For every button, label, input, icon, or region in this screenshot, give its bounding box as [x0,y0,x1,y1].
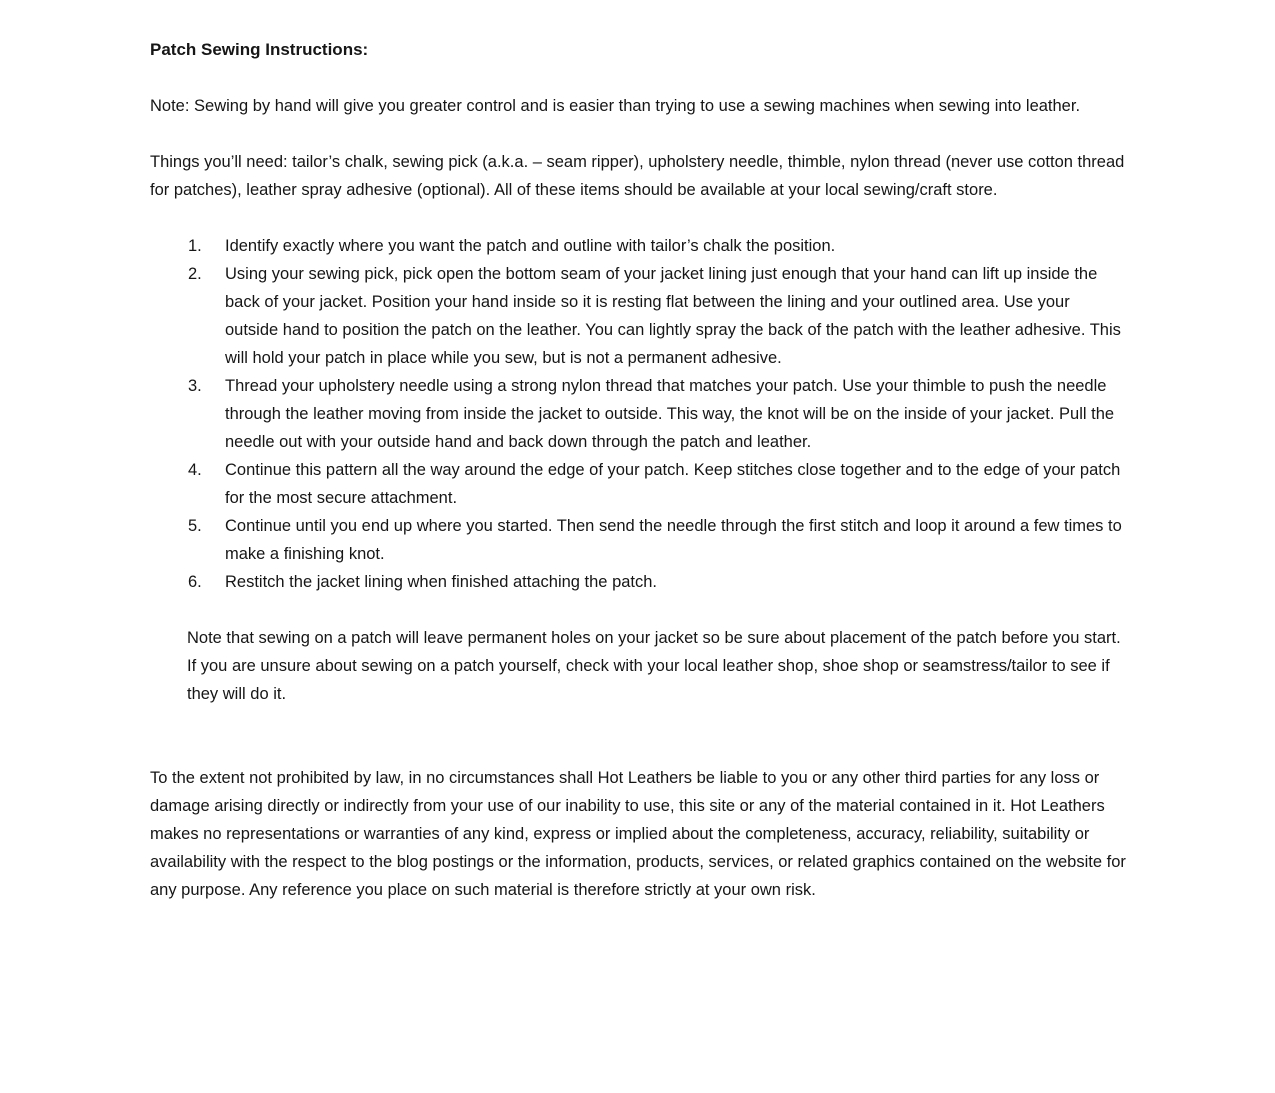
supplies-paragraph: Things you’ll need: tailor’s chalk, sewing pick (a.k.a. – seam ripper), upholstery needle, thimble, nylon thread (never use cotton thread for patches), leather spray adhesive (optional). All of these items should be available at your local sewing/craft store. [150,153,1125,199]
step-text: Thread your upholstery needle using a strong nylon thread that matches your patch. Use your thimble to push the needle through the leather moving from inside the jacket to outside. This way, the knot will be on the inside of your jacket. Pull the needle out with your outside hand and back down through the patch and leather. [225,377,1115,451]
placement-note-1: Note that sewing on a patch will leave permanent holes on your jacket so be sure about placement of the patch before you start. [187,629,1121,647]
instruction-step-1 [150,232,1127,260]
instruction-step-3 [150,372,1127,456]
instruction-step-5 [150,512,1127,568]
document-title: Patch Sewing Instructions: [150,40,369,59]
instruction-step-2 [150,260,1127,372]
step-number: 1. [188,237,202,255]
step-text: Using your sewing pick, pick open the bottom seam of your jacket lining just enough that your hand can lift up inside the back of your jacket. Position your hand inside so it is resting flat between the lining and your outlined area. Use your outside hand to position the patch on the leather. You can lightly spray the back of the patch with the leather adhesive. This will hold your patch in place while you sew, but is not a permanent adhesive. [225,265,1121,367]
instruction-list [150,232,1127,596]
step-text: Continue until you end up where you started. Then send the needle through the first stitch and loop it around a few times to make a finishing knot. [225,517,1122,563]
step-number: 3. [188,377,202,395]
step-number: 6. [188,573,202,591]
step-number: 5. [188,517,202,535]
placement-notes-block [187,624,1127,708]
step-text: Identify exactly where you want the patch and outline with tailor’s chalk the position. [225,237,836,255]
placement-note-2: If you are unsure about sewing on a patch yourself, check with your local leather shop, shoe shop or seamstress/tailor to see if they will do it. [187,657,1110,703]
disclaimer-paragraph: To the extent not prohibited by law, in no circumstances shall Hot Leathers be liable to you or any other third parties for any loss or damage arising directly or indirectly from your use of our inability to use, this site or any of the material contained in it. Hot Leathers makes no representations or warranties of any kind, express or implied about the completeness, accuracy, reliability, suitability or availability with the respect to the blog postings or the information, products, services, or related graphics contained on the website for any purpose. Any reference you place on such material is therefore strictly at your own risk. [150,769,1126,899]
step-text: Continue this pattern all the way around the edge of your patch. Keep stitches close together and to the edge of your patch for the most secure attachment. [225,461,1121,507]
instruction-step-4 [150,456,1127,512]
intro-note-paragraph: Note: Sewing by hand will give you greater control and is easier than trying to use a sewing machines when sewing into leather. [150,97,1081,115]
step-text: Restitch the jacket lining when finished attaching the patch. [225,573,658,591]
step-number: 4. [188,461,202,479]
step-number: 2. [188,265,202,283]
instruction-step-6 [150,568,1127,596]
